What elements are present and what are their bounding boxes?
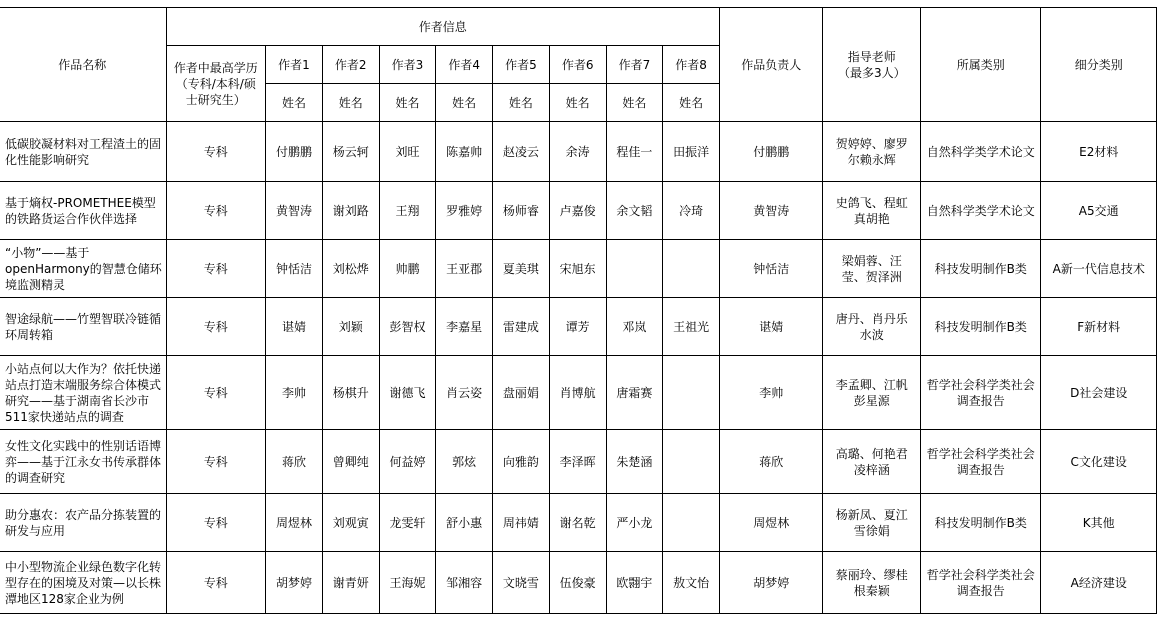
degree: 专科	[166, 182, 266, 240]
advisor: 李孟卿、江帆彭星源	[823, 356, 921, 430]
header-advisor: 指导老师（最多3人）	[823, 8, 921, 122]
author-name: 李嘉星	[436, 298, 493, 356]
work-title: 基于熵权-PROMETHEE模型的铁路货运合作伙伴选择	[0, 182, 166, 240]
author-name	[663, 494, 720, 552]
author-name: 杨棋升	[322, 356, 379, 430]
header-author: 作者5	[493, 46, 550, 84]
header-name-label: 姓名	[266, 84, 323, 122]
advisor: 唐丹、肖丹乐水波	[823, 298, 921, 356]
author-name: 赵凌云	[493, 122, 550, 182]
author-name: 舒小惠	[436, 494, 493, 552]
category: 科技发明制作B类	[921, 240, 1041, 298]
author-name: 杨师睿	[493, 182, 550, 240]
degree: 专科	[166, 122, 266, 182]
header-author: 作者4	[436, 46, 493, 84]
author-name: 谢名乾	[549, 494, 606, 552]
author-name: 刘颖	[322, 298, 379, 356]
header-category: 所属类别	[921, 8, 1041, 122]
author-name: 陈嘉帅	[436, 122, 493, 182]
subcategory: C文化建设	[1041, 430, 1157, 494]
author-name: 蒋欣	[266, 430, 323, 494]
author-name: 胡梦婷	[266, 552, 323, 614]
header-author: 作者6	[549, 46, 606, 84]
author-name: 余文韬	[606, 182, 663, 240]
author-name: 周煜林	[266, 494, 323, 552]
author-name: 谢德飞	[379, 356, 436, 430]
author-name: 付鹏鹏	[266, 122, 323, 182]
author-name: 邹湘容	[436, 552, 493, 614]
work-table	[0, 7, 1157, 614]
category: 哲学社会科学类社会调查报告	[921, 356, 1041, 430]
header-author: 作者8	[663, 46, 720, 84]
header-row-top	[0, 8, 1157, 46]
author-name: 敖文怡	[663, 552, 720, 614]
leader: 周煜林	[719, 494, 822, 552]
author-name: 夏美琪	[493, 240, 550, 298]
author-name: 何益婷	[379, 430, 436, 494]
degree: 专科	[166, 356, 266, 430]
degree: 专科	[166, 494, 266, 552]
author-name: 唐霜赛	[606, 356, 663, 430]
advisor: 蔡丽玲、缪桂根秦颖	[823, 552, 921, 614]
header-name-label: 姓名	[606, 84, 663, 122]
author-name: 王翔	[379, 182, 436, 240]
category: 自然科学类学术论文	[921, 182, 1041, 240]
category: 科技发明制作B类	[921, 494, 1041, 552]
author-name: 谢刘路	[322, 182, 379, 240]
degree: 专科	[166, 552, 266, 614]
leader: 钟恬洁	[719, 240, 822, 298]
subcategory: A5交通	[1041, 182, 1157, 240]
header-author: 作者7	[606, 46, 663, 84]
header-subcategory: 细分类别	[1041, 8, 1157, 122]
author-name: 田振洋	[663, 122, 720, 182]
header-name-label: 姓名	[436, 84, 493, 122]
author-name: 盘丽娟	[493, 356, 550, 430]
advisor: 史鸽飞、程虹真胡艳	[823, 182, 921, 240]
work-title: 女性文化实践中的性别话语博弈——基于江永女书传承群体的调查研究	[0, 430, 166, 494]
degree: 专科	[166, 430, 266, 494]
author-name: 刘旺	[379, 122, 436, 182]
subcategory: E2材料	[1041, 122, 1157, 182]
header-leader: 作品负责人	[719, 8, 822, 122]
degree: 专科	[166, 298, 266, 356]
author-name: 宋旭东	[549, 240, 606, 298]
header-author: 作者2	[322, 46, 379, 84]
author-name: 程佳一	[606, 122, 663, 182]
category: 自然科学类学术论文	[921, 122, 1041, 182]
category: 科技发明制作B类	[921, 298, 1041, 356]
header-name-label: 姓名	[322, 84, 379, 122]
author-name: 谭芳	[549, 298, 606, 356]
header-name-label: 姓名	[493, 84, 550, 122]
author-name: 伍俊豪	[549, 552, 606, 614]
header-author-info: 作者信息	[166, 8, 719, 46]
author-name: 向雅韵	[493, 430, 550, 494]
work-title: “小物”——基于openHarmony的智慧仓储环境监测精灵	[0, 240, 166, 298]
subcategory: D社会建设	[1041, 356, 1157, 430]
author-name: 严小龙	[606, 494, 663, 552]
leader: 黄智涛	[719, 182, 822, 240]
author-name: 黄智涛	[266, 182, 323, 240]
author-name: 罗雅婷	[436, 182, 493, 240]
table-row	[0, 494, 1157, 552]
header-author: 作者1	[266, 46, 323, 84]
author-name: 王亚郡	[436, 240, 493, 298]
work-title: 智途绿航——竹塑智联冷链循环周转箱	[0, 298, 166, 356]
author-name: 曾卿纯	[322, 430, 379, 494]
author-name: 帅鹏	[379, 240, 436, 298]
table-row	[0, 298, 1157, 356]
leader: 蒋欣	[719, 430, 822, 494]
header-author: 作者3	[379, 46, 436, 84]
advisor: 贺婷婷、廖罗尔赖永辉	[823, 122, 921, 182]
work-title: 助分惠农：农产品分拣装置的研发与应用	[0, 494, 166, 552]
author-name: 彭智权	[379, 298, 436, 356]
leader: 李帅	[719, 356, 822, 430]
advisor: 高璐、何艳君凌梓涵	[823, 430, 921, 494]
author-name: 李泽晖	[549, 430, 606, 494]
author-name: 刘观寅	[322, 494, 379, 552]
author-name: 杨云轲	[322, 122, 379, 182]
category: 哲学社会科学类社会调查报告	[921, 430, 1041, 494]
work-title: 中小型物流企业绿色数字化转型存在的困境及对策—以长株潭地区128家企业为例	[0, 552, 166, 614]
leader: 谌婧	[719, 298, 822, 356]
author-name: 李帅	[266, 356, 323, 430]
header-name-label: 姓名	[549, 84, 606, 122]
author-name: 肖博航	[549, 356, 606, 430]
subcategory: F新材料	[1041, 298, 1157, 356]
author-name: 肖云姿	[436, 356, 493, 430]
author-name	[606, 240, 663, 298]
author-name: 王海妮	[379, 552, 436, 614]
author-name: 钟恬洁	[266, 240, 323, 298]
author-name: 王祖光	[663, 298, 720, 356]
author-name: 郭炫	[436, 430, 493, 494]
leader: 胡梦婷	[719, 552, 822, 614]
author-name: 朱楚涵	[606, 430, 663, 494]
table-row	[0, 182, 1157, 240]
table-row	[0, 240, 1157, 298]
author-name	[663, 430, 720, 494]
author-name: 冷琦	[663, 182, 720, 240]
degree: 专科	[166, 240, 266, 298]
table-row	[0, 122, 1157, 182]
advisor: 杨新凤、夏江雪徐娟	[823, 494, 921, 552]
header-work-name: 作品名称	[0, 8, 166, 122]
table-row	[0, 356, 1157, 430]
work-title: 低碳胶凝材料对工程渣土的固化性能影响研究	[0, 122, 166, 182]
advisor: 梁娟蓉、汪莹、贺泽洲	[823, 240, 921, 298]
author-name: 龙雯轩	[379, 494, 436, 552]
author-name: 谢青妍	[322, 552, 379, 614]
header-name-label: 姓名	[379, 84, 436, 122]
subcategory: K其他	[1041, 494, 1157, 552]
header-highest-degree: 作者中最高学历（专科/本科/硕士研究生）	[166, 46, 266, 122]
subcategory: A新一代信息技术	[1041, 240, 1157, 298]
subcategory: A经济建设	[1041, 552, 1157, 614]
author-name: 卢嘉俊	[549, 182, 606, 240]
author-name: 谌婧	[266, 298, 323, 356]
author-name	[663, 240, 720, 298]
table-row	[0, 552, 1157, 614]
author-name: 周祎婧	[493, 494, 550, 552]
category: 哲学社会科学类社会调查报告	[921, 552, 1041, 614]
author-name	[663, 356, 720, 430]
table-row	[0, 430, 1157, 494]
author-name: 刘松烨	[322, 240, 379, 298]
header-name-label: 姓名	[663, 84, 720, 122]
author-name: 欧翾宇	[606, 552, 663, 614]
leader: 付鹏鹏	[719, 122, 822, 182]
author-name: 邓岚	[606, 298, 663, 356]
author-name: 雷建成	[493, 298, 550, 356]
author-name: 余涛	[549, 122, 606, 182]
author-name: 文晓雪	[493, 552, 550, 614]
work-title: 小站点何以大作为？依托快递站点打造末端服务综合体模式研究——基于湖南省长沙市511家快递站点的调查	[0, 356, 166, 430]
